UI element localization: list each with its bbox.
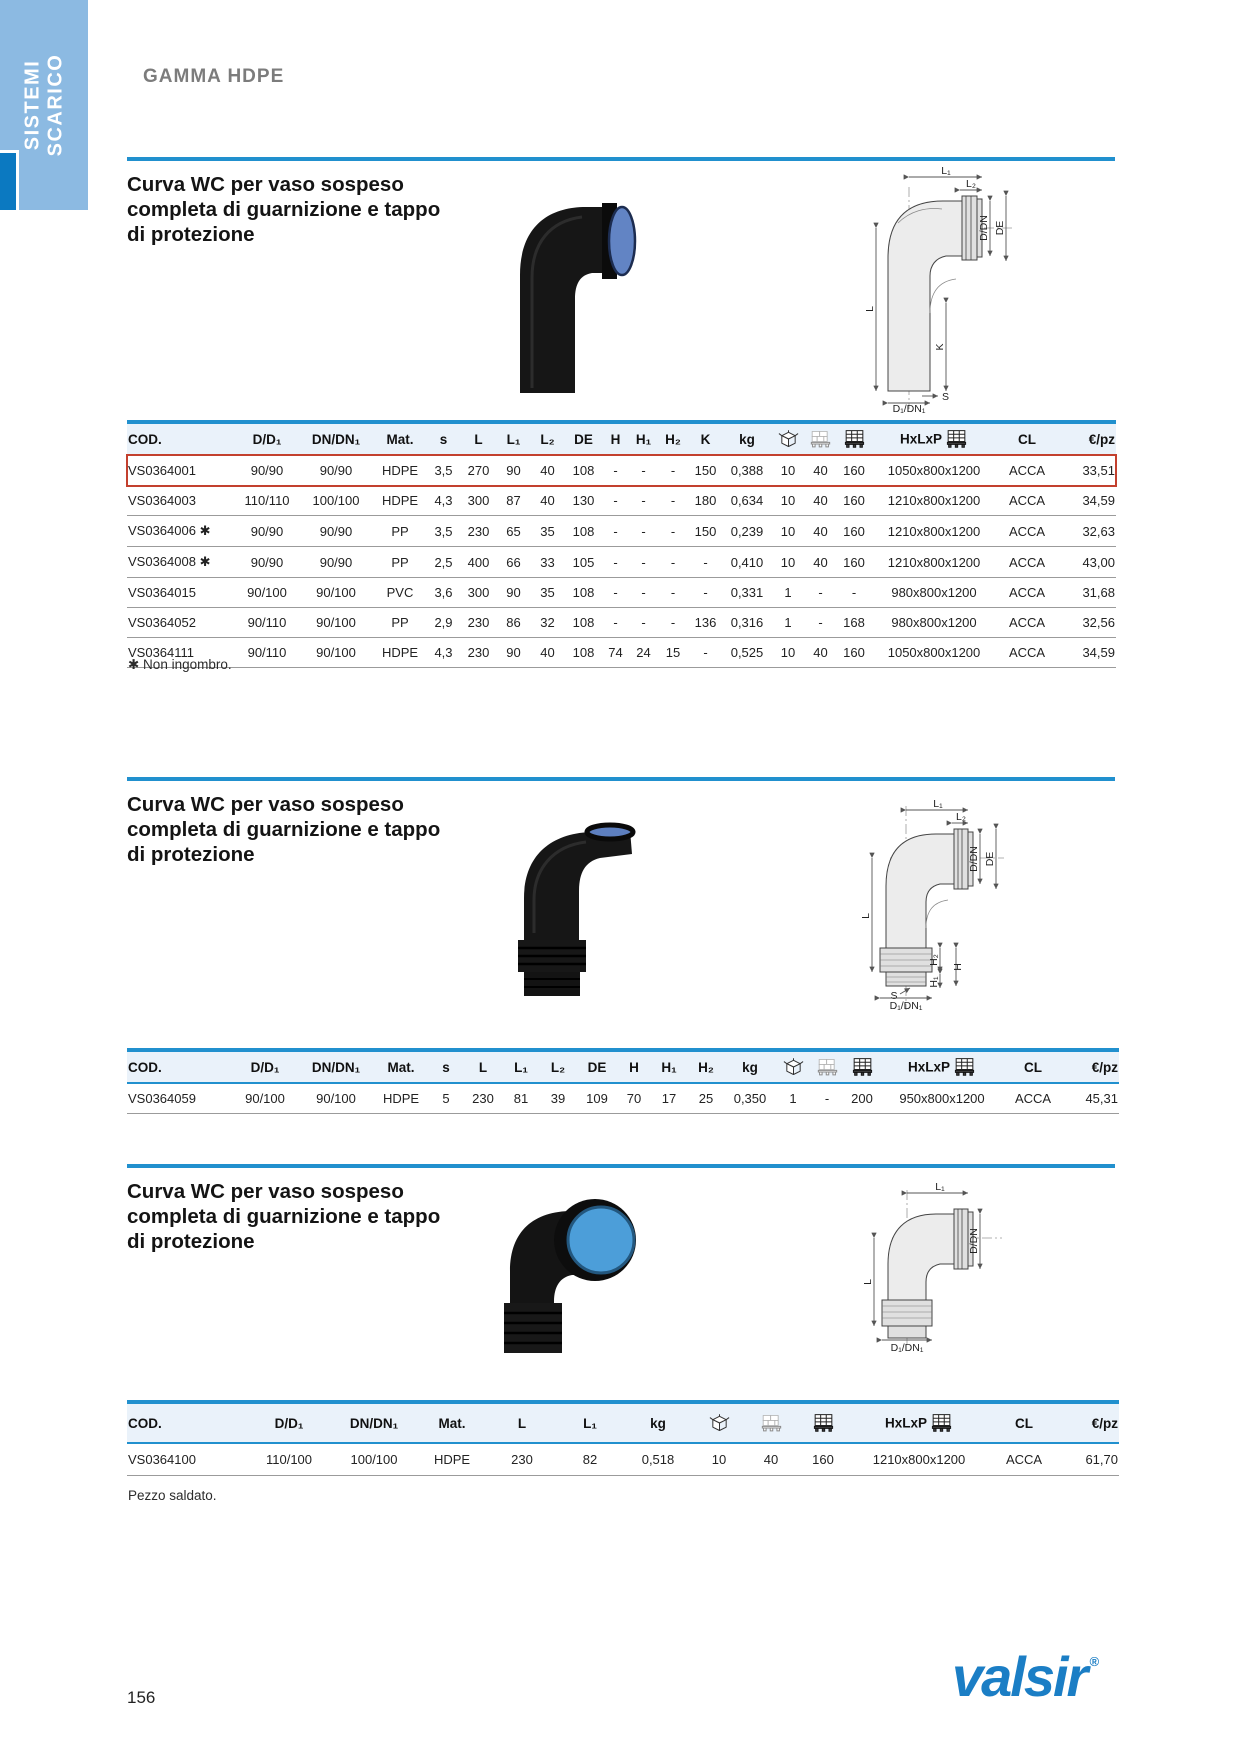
- table-cell: 150: [688, 516, 723, 547]
- table-cell: 300: [460, 486, 497, 516]
- table-cell: 230: [460, 516, 497, 547]
- product-code-cell: VS0364059: [127, 1083, 231, 1114]
- table-cell: -: [602, 516, 629, 547]
- table-cell: -: [658, 608, 688, 638]
- dimension-label: DE: [984, 851, 996, 867]
- table-cell: -: [629, 455, 658, 486]
- table-row: [127, 1443, 1119, 1476]
- column-header-l: L₁: [503, 1050, 539, 1083]
- table-cell: 400: [460, 547, 497, 578]
- column-header-cod: COD.: [127, 1402, 247, 1443]
- table-cell: 90/90: [235, 516, 299, 547]
- dimension-label: L₂: [956, 811, 966, 823]
- table-cell: 40: [805, 516, 836, 547]
- dimension-label: H₂: [928, 954, 940, 966]
- pallet-light-icon: [760, 1413, 783, 1433]
- dimension-label: L₁: [941, 165, 951, 177]
- dimension-label: D₁/DN₁: [892, 403, 926, 413]
- column-header-d-d: D/D₁: [235, 422, 299, 455]
- table-cell: 1050x800x1200: [872, 638, 996, 668]
- column-header-pallet-dark: [797, 1402, 849, 1443]
- table-footnote: ✱ Non ingombro.: [128, 657, 232, 672]
- page-number: 156: [127, 1688, 156, 1707]
- table-cell: 0,239: [723, 516, 771, 547]
- table-cell: 87: [497, 486, 530, 516]
- sidebar-label-line1: SISTEMI: [21, 59, 44, 151]
- section-divider: [127, 777, 1115, 781]
- table-cell: ACCA: [1003, 1083, 1063, 1114]
- table-cell: 160: [836, 638, 872, 668]
- table-cell: 90: [497, 638, 530, 668]
- table-cell: 230: [487, 1443, 557, 1476]
- column-header-pallet-dark: [836, 422, 872, 455]
- table-cell: 160: [836, 516, 872, 547]
- box-icon: [777, 429, 800, 449]
- table-cell: ACCA: [996, 638, 1058, 668]
- column-header-pz: €/pz: [1063, 1050, 1119, 1083]
- product-title: Curva WC per vaso sospeso completa di guarnizione e tappo di protezione: [127, 1180, 441, 1253]
- table-cell: 300: [460, 578, 497, 608]
- column-header-de: DE: [577, 1050, 617, 1083]
- pallet-dark-icon: [812, 1413, 835, 1433]
- table-cell: 108: [565, 578, 602, 608]
- table-row: [127, 1083, 1119, 1114]
- table-cell: 24: [629, 638, 658, 668]
- table-cell: 32: [530, 608, 565, 638]
- registered-mark: ®: [1089, 1654, 1099, 1669]
- table-cell: HDPE: [373, 486, 427, 516]
- table-cell: 3,5: [427, 516, 460, 547]
- technical-drawing: [862, 1182, 1012, 1352]
- dimension-label: L: [860, 913, 872, 919]
- table-cell: PVC: [373, 578, 427, 608]
- product-photo: [498, 183, 646, 393]
- column-header-box: [771, 422, 805, 455]
- table-cell: 3,5: [427, 455, 460, 486]
- table-row: [127, 547, 1116, 578]
- table-cell: 200: [843, 1083, 881, 1114]
- table-cell: 17: [651, 1083, 687, 1114]
- dimension-label: L: [862, 1279, 874, 1285]
- table-row: [127, 608, 1116, 638]
- column-header-pallet-light: [805, 422, 836, 455]
- table-cell: 40: [805, 455, 836, 486]
- table-cell: -: [688, 578, 723, 608]
- table-cell: -: [602, 486, 629, 516]
- column-header-mat: Mat.: [417, 1402, 487, 1443]
- column-header-l: L: [487, 1402, 557, 1443]
- table-cell: 1210x800x1200: [872, 516, 996, 547]
- column-header-pz: €/pz: [1058, 422, 1116, 455]
- table-cell: 10: [771, 455, 805, 486]
- table-cell: 32,63: [1058, 516, 1116, 547]
- product-photo: [508, 818, 643, 998]
- table-cell: HDPE: [417, 1443, 487, 1476]
- dimension-label: DE: [994, 220, 1006, 236]
- column-header-l: L: [460, 422, 497, 455]
- table-cell: -: [602, 578, 629, 608]
- pipe-body: [524, 830, 632, 940]
- table-row: [127, 486, 1116, 516]
- brand-logo: [952, 1644, 1099, 1709]
- table-cell: 110/100: [247, 1443, 331, 1476]
- product-code-cell: VS0364003: [127, 486, 235, 516]
- table-cell: 90/90: [299, 547, 373, 578]
- table-cell: 35: [530, 578, 565, 608]
- table-cell: -: [658, 486, 688, 516]
- table-cell: 1: [771, 578, 805, 608]
- table-cell: 40: [805, 547, 836, 578]
- product-title: Curva WC per vaso sospeso completa di guarnizione e tappo di protezione: [127, 793, 441, 866]
- pallet-dark-icon: [945, 429, 968, 449]
- table-cell: 1210x800x1200: [849, 1443, 989, 1476]
- table-cell: -: [836, 578, 872, 608]
- table-cell: 1050x800x1200: [872, 455, 996, 486]
- category-heading: GAMMA HDPE: [143, 66, 285, 87]
- column-header-h: H₁: [629, 422, 658, 455]
- dimension-label: D/DN: [968, 1228, 980, 1254]
- table-cell: 0,518: [623, 1443, 693, 1476]
- table-cell: -: [805, 578, 836, 608]
- pallet-dark-icon: [953, 1057, 976, 1077]
- table-cell: 110/110: [235, 486, 299, 516]
- table-cell: 90: [497, 455, 530, 486]
- table-cell: 0,316: [723, 608, 771, 638]
- table-cell: PP: [373, 608, 427, 638]
- table-cell: 100/100: [299, 486, 373, 516]
- column-header-h: H: [617, 1050, 651, 1083]
- table-cell: 90/100: [299, 1083, 373, 1114]
- table-cell: 108: [565, 638, 602, 668]
- table-row: [127, 516, 1116, 547]
- table-cell: 15: [658, 638, 688, 668]
- product-table: [127, 420, 1116, 668]
- column-header-dn-dn: DN/DN₁: [299, 422, 373, 455]
- table-footnote: Pezzo saldato.: [128, 1488, 217, 1503]
- table-header-row: [127, 422, 1116, 455]
- table-cell: 5: [429, 1083, 463, 1114]
- product-code-cell: VS0364015: [127, 578, 235, 608]
- table-cell: 31,68: [1058, 578, 1116, 608]
- table-cell: -: [602, 608, 629, 638]
- pallet-light-icon: [809, 429, 832, 449]
- product-code-cell: VS0364100: [127, 1443, 247, 1476]
- table-cell: ACCA: [996, 486, 1058, 516]
- table-cell: ACCA: [996, 516, 1058, 547]
- section-divider: [127, 1164, 1115, 1168]
- column-header-d-d: D/D₁: [247, 1402, 331, 1443]
- dimension-label: D₁/DN₁: [889, 1000, 923, 1012]
- table-cell: 1: [771, 608, 805, 638]
- table-cell: ACCA: [996, 578, 1058, 608]
- table-cell: 90/100: [231, 1083, 299, 1114]
- table-cell: 65: [497, 516, 530, 547]
- table-cell: -: [688, 638, 723, 668]
- column-header-pallet-light: [745, 1402, 797, 1443]
- table-cell: 168: [836, 608, 872, 638]
- table-cell: 108: [565, 608, 602, 638]
- sidebar-label-line2: SCARICO: [44, 53, 67, 157]
- column-header-box: [693, 1402, 745, 1443]
- table-cell: 86: [497, 608, 530, 638]
- column-header-dn-dn: DN/DN₁: [331, 1402, 417, 1443]
- dimension-label: K: [934, 343, 946, 351]
- table-cell: 950x800x1200: [881, 1083, 1003, 1114]
- table-row: [127, 455, 1116, 486]
- table-cell: 230: [463, 1083, 503, 1114]
- table-cell: 230: [460, 608, 497, 638]
- table-row: [127, 638, 1116, 668]
- pallet-dark-icon: [851, 1057, 874, 1077]
- table-cell: 39: [539, 1083, 577, 1114]
- column-header-l: L₁: [557, 1402, 623, 1443]
- table-cell: 108: [565, 455, 602, 486]
- table-cell: 90/90: [235, 455, 299, 486]
- table-cell: 90: [497, 578, 530, 608]
- product-code-cell: VS0364006 ✱: [127, 516, 235, 547]
- column-header-l: L₂: [539, 1050, 577, 1083]
- column-header-pallet-dark: [843, 1050, 881, 1083]
- table-cell: -: [811, 1083, 843, 1114]
- table-cell: -: [629, 547, 658, 578]
- column-header-d-d: D/D₁: [231, 1050, 299, 1083]
- table-cell: 90/100: [235, 578, 299, 608]
- table-cell: -: [602, 455, 629, 486]
- table-cell: 980x800x1200: [872, 608, 996, 638]
- table-cell: -: [658, 516, 688, 547]
- sidebar-label: [21, 54, 67, 157]
- table-cell: 32,56: [1058, 608, 1116, 638]
- table-cell: ACCA: [996, 547, 1058, 578]
- table-cell: 90/90: [299, 455, 373, 486]
- table-cell: 34,59: [1058, 638, 1116, 668]
- table-cell: 100/100: [331, 1443, 417, 1476]
- table-cell: ACCA: [989, 1443, 1059, 1476]
- table-cell: 270: [460, 455, 497, 486]
- table-cell: 66: [497, 547, 530, 578]
- table-cell: 0,350: [725, 1083, 775, 1114]
- table-cell: 40: [745, 1443, 797, 1476]
- table-cell: -: [658, 547, 688, 578]
- technical-drawing: [858, 163, 1018, 413]
- table-cell: 33: [530, 547, 565, 578]
- column-header-h: H₁: [651, 1050, 687, 1083]
- table-cell: ACCA: [996, 608, 1058, 638]
- product-table: [127, 1400, 1119, 1476]
- table-cell: 0,331: [723, 578, 771, 608]
- table-cell: 43,00: [1058, 547, 1116, 578]
- table-cell: 0,410: [723, 547, 771, 578]
- product-photo: [492, 1183, 647, 1353]
- table-cell: 4,3: [427, 638, 460, 668]
- column-header-h: H₂: [658, 422, 688, 455]
- sidebar-accent-bar: [0, 150, 19, 210]
- table-cell: 160: [797, 1443, 849, 1476]
- column-header-h: H₂: [687, 1050, 725, 1083]
- pallet-dark-icon: [930, 1413, 953, 1433]
- table-cell: HDPE: [373, 1083, 429, 1114]
- table-cell: 61,70: [1059, 1443, 1119, 1476]
- table-cell: -: [805, 608, 836, 638]
- table-header-row: [127, 1402, 1119, 1443]
- column-header-cod: COD.: [127, 422, 235, 455]
- table-cell: 1210x800x1200: [872, 486, 996, 516]
- table-cell: -: [629, 608, 658, 638]
- column-header-cl: CL: [989, 1402, 1059, 1443]
- column-header-s: s: [427, 422, 460, 455]
- column-header-l: L₁: [497, 422, 530, 455]
- column-header-h: H: [602, 422, 629, 455]
- column-header-hxlxp: HxLxP: [872, 422, 996, 455]
- table-cell: -: [602, 547, 629, 578]
- table-cell: -: [688, 547, 723, 578]
- technical-drawing: [858, 798, 1008, 1013]
- table-cell: -: [658, 578, 688, 608]
- table-cell: 4,3: [427, 486, 460, 516]
- table-cell: 0,388: [723, 455, 771, 486]
- dimension-label: H₁: [928, 976, 940, 988]
- dimension-label: S: [942, 391, 950, 403]
- table-cell: 160: [836, 547, 872, 578]
- dimension-label: D/DN: [968, 846, 980, 872]
- product-code-cell: VS0364001: [127, 455, 235, 486]
- column-header-hxlxp: HxLxP: [881, 1050, 1003, 1083]
- table-cell: PP: [373, 516, 427, 547]
- dimension-label: L₁: [933, 798, 943, 810]
- product-table: [127, 1048, 1119, 1114]
- pallet-dark-icon: [843, 429, 866, 449]
- section-divider: [127, 157, 1115, 161]
- table-cell: HDPE: [373, 455, 427, 486]
- column-header-s: s: [429, 1050, 463, 1083]
- column-header-dn-dn: DN/DN₁: [299, 1050, 373, 1083]
- dimension-label: D/DN: [978, 215, 990, 241]
- product-code-cell: VS0364008 ✱: [127, 547, 235, 578]
- column-header-cod: COD.: [127, 1050, 231, 1083]
- table-cell: 0,634: [723, 486, 771, 516]
- table-cell: 35: [530, 516, 565, 547]
- table-cell: 1210x800x1200: [872, 547, 996, 578]
- table-cell: 2,5: [427, 547, 460, 578]
- table-cell: 136: [688, 608, 723, 638]
- table-cell: 40: [805, 486, 836, 516]
- table-cell: 34,59: [1058, 486, 1116, 516]
- table-cell: 90/90: [235, 547, 299, 578]
- column-header-de: DE: [565, 422, 602, 455]
- dimension-label: L₁: [935, 1182, 945, 1193]
- table-cell: 40: [530, 486, 565, 516]
- column-header-box: [775, 1050, 811, 1083]
- table-cell: 33,51: [1058, 455, 1116, 486]
- dimension-label: L₂: [966, 178, 976, 190]
- product-code-cell: VS0364052: [127, 608, 235, 638]
- column-header-pz: €/pz: [1059, 1402, 1119, 1443]
- column-header-k: K: [688, 422, 723, 455]
- table-cell: 90/90: [299, 516, 373, 547]
- column-header-l: L₂: [530, 422, 565, 455]
- table-cell: 82: [557, 1443, 623, 1476]
- column-header-hxlxp: HxLxP: [849, 1402, 989, 1443]
- table-cell: 108: [565, 516, 602, 547]
- column-header-pallet-light: [811, 1050, 843, 1083]
- table-cell: 130: [565, 486, 602, 516]
- table-cell: 10: [771, 638, 805, 668]
- table-cell: PP: [373, 547, 427, 578]
- table-cell: -: [658, 455, 688, 486]
- column-header-kg: kg: [725, 1050, 775, 1083]
- dimension-label: L: [864, 306, 876, 312]
- box-icon: [708, 1413, 731, 1433]
- table-cell: 90/100: [299, 578, 373, 608]
- table-cell: -: [629, 486, 658, 516]
- table-cell: 150: [688, 455, 723, 486]
- table-cell: 180: [688, 486, 723, 516]
- brand-name: valsir: [952, 1645, 1087, 1708]
- product-code-cell: VS0364111: [127, 638, 235, 668]
- table-cell: 0,525: [723, 638, 771, 668]
- column-header-l: L: [463, 1050, 503, 1083]
- table-cell: 3,6: [427, 578, 460, 608]
- table-cell: -: [629, 516, 658, 547]
- table-cell: 40: [530, 638, 565, 668]
- table-cell: 81: [503, 1083, 539, 1114]
- table-cell: 90/100: [299, 638, 373, 668]
- table-cell: 980x800x1200: [872, 578, 996, 608]
- column-header-mat: Mat.: [373, 422, 427, 455]
- table-cell: 10: [771, 516, 805, 547]
- table-cell: 10: [693, 1443, 745, 1476]
- table-cell: 1: [775, 1083, 811, 1114]
- table-cell: 105: [565, 547, 602, 578]
- table-cell: 40: [805, 638, 836, 668]
- table-cell: -: [629, 578, 658, 608]
- table-cell: 160: [836, 486, 872, 516]
- table-cell: 90/110: [235, 608, 299, 638]
- table-cell: ACCA: [996, 455, 1058, 486]
- table-row: [127, 578, 1116, 608]
- table-cell: 2,9: [427, 608, 460, 638]
- dimension-label: H: [952, 963, 964, 971]
- table-cell: 10: [771, 547, 805, 578]
- table-cell: 10: [771, 486, 805, 516]
- table-cell: 45,31: [1063, 1083, 1119, 1114]
- table-cell: 74: [602, 638, 629, 668]
- pipe-body: [520, 207, 612, 393]
- table-cell: 230: [460, 638, 497, 668]
- dimension-label: D₁/DN₁: [890, 1342, 924, 1352]
- dimension-label: S: [890, 990, 898, 1002]
- table-cell: HDPE: [373, 638, 427, 668]
- table-cell: 25: [687, 1083, 725, 1114]
- table-cell: 70: [617, 1083, 651, 1114]
- protection-cap: [609, 207, 635, 275]
- table-cell: 90/110: [235, 638, 299, 668]
- column-header-cl: CL: [1003, 1050, 1063, 1083]
- table-cell: 109: [577, 1083, 617, 1114]
- table-cell: 90/100: [299, 608, 373, 638]
- table-header-row: [127, 1050, 1119, 1083]
- pallet-light-icon: [816, 1057, 839, 1077]
- column-header-mat: Mat.: [373, 1050, 429, 1083]
- product-title: Curva WC per vaso sospeso completa di guarnizione e tappo di protezione: [127, 173, 441, 246]
- table-cell: 160: [836, 455, 872, 486]
- box-icon: [782, 1057, 805, 1077]
- column-header-kg: kg: [623, 1402, 693, 1443]
- column-header-kg: kg: [723, 422, 771, 455]
- table-cell: 40: [530, 455, 565, 486]
- column-header-cl: CL: [996, 422, 1058, 455]
